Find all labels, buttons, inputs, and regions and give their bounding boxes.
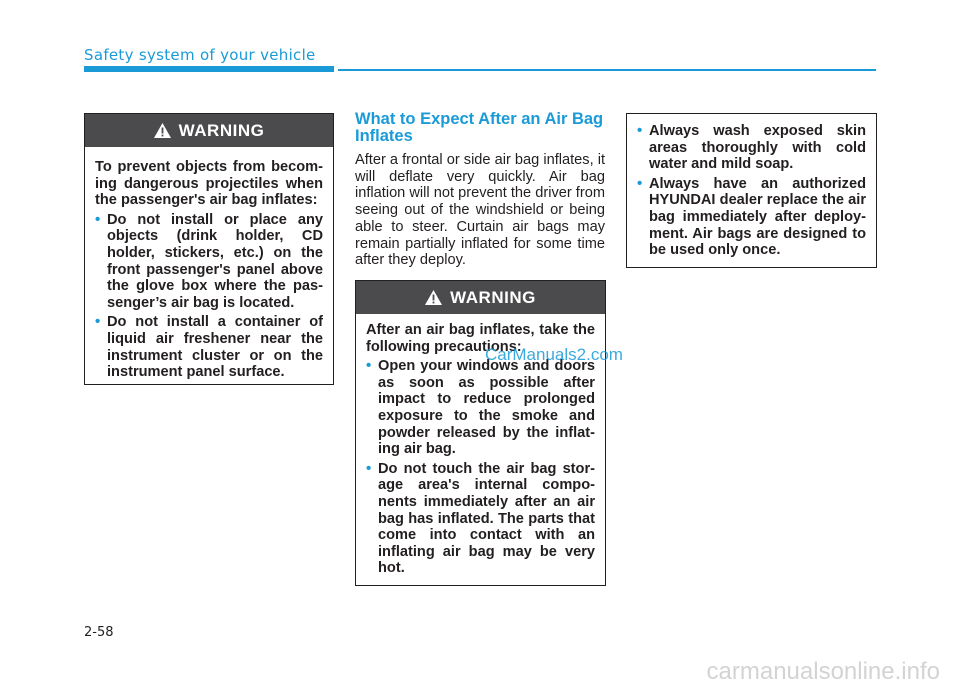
warning-header — [356, 281, 605, 314]
bullet-dot-icon: • — [637, 174, 643, 192]
warning-header — [85, 114, 333, 147]
bullet-dot-icon: • — [366, 357, 372, 375]
warning-intro: After an air bag inflates, take the following precautions: — [366, 322, 595, 355]
warning-label: WARNING — [450, 287, 536, 307]
warning-bullet: • Always wash exposed skin areas thoroughly with cold water and mild soap. — [637, 122, 866, 173]
section-heading: What to Expect After an Air Bag Inflates — [355, 110, 604, 145]
bullet-dot-icon: • — [637, 122, 643, 139]
page-number: 2-58 — [84, 625, 114, 640]
warning-triangle-icon — [154, 123, 171, 138]
warning-bullet: • Open your windows and doors as soon as possible after impact to reduce prolonged exposure to the smoke and powder released by the inflat-ing air bag. — [366, 357, 595, 458]
warning-bullet: • Do not install a container of liquid air freshener near the instrument cluster or on the instrument panel surface. — [95, 313, 323, 381]
warning-body — [85, 147, 333, 389]
bullet-dot-icon: • — [366, 459, 372, 477]
warning-box-right — [626, 113, 877, 268]
warning-intro: To prevent objects from becom-ing dangerous projectiles when the passenger's air bag inflates: — [95, 159, 323, 209]
warning-bullet: • Do not touch the air bag stor-age area's internal compo-nents immediately after an air bag has inflated. The parts that come into contact with an inflating air bag may be very hot. — [366, 459, 595, 577]
warning-box-middle — [355, 280, 606, 586]
warning-body — [627, 114, 876, 267]
body-paragraph: After a frontal or side air bag inflates, it will deflate very quickly. Air bag inflation will not prevent the driver from seeing out of the windshield or being able to steer. Curtain air bags may remain partially inflated for some time after they deploy. — [355, 152, 605, 269]
warning-bullet: • Always have an authorized HYUNDAI dealer replace the air bag immediately after deploy-ment. Air bags are designed to be used only once. — [637, 174, 866, 259]
warning-triangle-icon — [425, 290, 442, 305]
header-rule-thin — [338, 69, 876, 71]
warning-bullet: • Do not install or place any objects (drink holder, CD holder, stickers, etc.) on the front passenger's panel above the glove box where the pas-senger’s air bag is located. — [95, 210, 323, 311]
warning-box-left — [84, 113, 334, 385]
site-watermark: CarManuals2.com — [485, 345, 623, 364]
bullet-dot-icon: • — [95, 313, 101, 331]
section-title: Safety system of your vehicle — [84, 46, 316, 64]
bullet-dot-icon: • — [95, 210, 101, 228]
warning-label: WARNING — [178, 120, 265, 140]
header-rule-thick — [84, 66, 334, 72]
footer-watermark: carmanualsonline.info — [706, 658, 940, 685]
